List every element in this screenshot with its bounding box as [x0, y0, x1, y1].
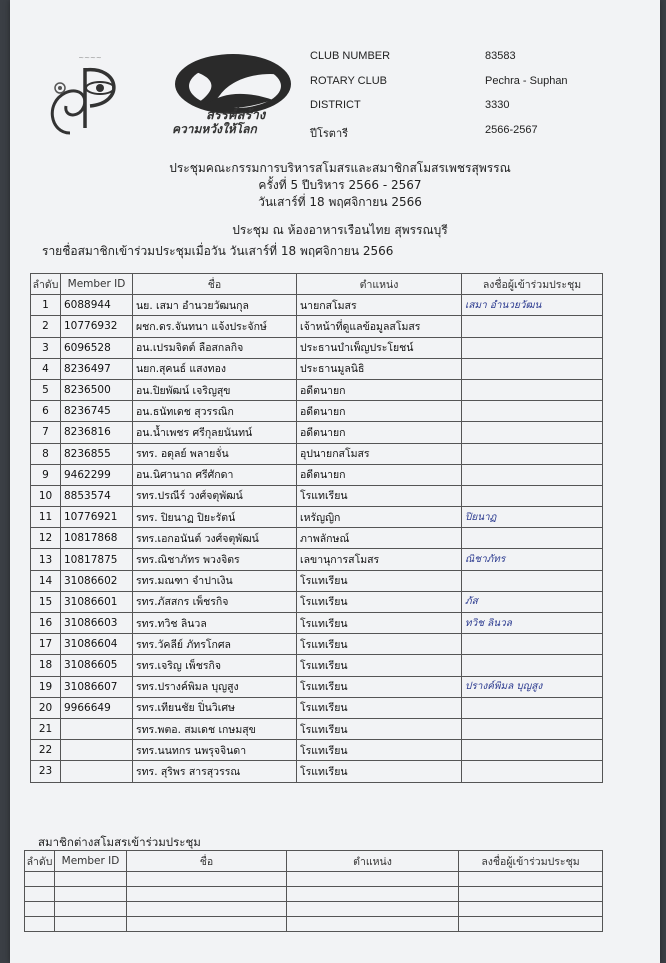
row-name: รทร.ทวิช ลินวล: [133, 613, 297, 634]
row-name: รทร. อดุลย์ พลายจั่น: [133, 443, 297, 464]
table-row: [31, 655, 603, 676]
row-signature: ภัส: [462, 591, 603, 612]
row-member-id: 31086603: [61, 613, 133, 634]
row-name: รทร.ปรณีร์ วงศ์จตุพัฒน์: [133, 485, 297, 506]
club-emblem-icon: [40, 48, 140, 140]
table-row: [31, 295, 603, 316]
row-member-id: 31086602: [61, 570, 133, 591]
guest-header-name: ชื่อ: [127, 851, 287, 872]
row-signature: [462, 528, 603, 549]
header-member-id: Member ID: [61, 274, 133, 295]
table-row: [31, 718, 603, 739]
row-no: 20: [31, 697, 61, 718]
row-no: 1: [31, 295, 61, 316]
club-info: [310, 50, 630, 148]
table-row: [31, 401, 603, 422]
guest-cell: [287, 887, 459, 902]
table-row: [31, 740, 603, 761]
row-member-id: 9462299: [61, 464, 133, 485]
row-name: อน.เปรมจิตต์ ลือสกลกิจ: [133, 337, 297, 358]
attendee-table: [30, 273, 603, 783]
row-no: 18: [31, 655, 61, 676]
row-name: นย. เสมา อำนวยวัฒนกุล: [133, 295, 297, 316]
row-member-id: 31086601: [61, 591, 133, 612]
table-row: [31, 570, 603, 591]
row-name: อน.นิศานาถ ศรีศักดา: [133, 464, 297, 485]
row-position: ประธานมูลนิธิ: [297, 358, 462, 379]
table-row: [31, 316, 603, 337]
guest-cell: [287, 917, 459, 932]
guest-cell: [459, 902, 603, 917]
row-position: อุปนายกสโมสร: [297, 443, 462, 464]
meeting-number: ครั้งที่ 5 ปีบริหาร 2566 - 2567: [258, 178, 422, 192]
row-name: รทร.ปรางค์พิมล บุญสูง: [133, 676, 297, 697]
row-signature: [462, 697, 603, 718]
club-info-value: Pechra - Suphan: [485, 74, 568, 87]
guest-cell: [459, 872, 603, 887]
row-no: 19: [31, 676, 61, 697]
row-member-id: 10776932: [61, 316, 133, 337]
table-row: [31, 613, 603, 634]
table-row: [31, 591, 603, 612]
row-signature: [462, 718, 603, 739]
row-name: อน.น้ำเพชร ศรีกุลยนันทน์: [133, 422, 297, 443]
table-row: [31, 676, 603, 697]
guest-cell: [25, 917, 55, 932]
row-no: 5: [31, 379, 61, 400]
row-name: อน.ปิยพัฒน์ เจริญสุข: [133, 379, 297, 400]
guest-row: [25, 872, 603, 887]
table-row: [31, 507, 603, 528]
row-name: รทร.เทียนชัย ปิ่นวิเศษ: [133, 697, 297, 718]
slogan-line-2: ความหวังให้โลก: [172, 122, 257, 136]
row-signature: [462, 422, 603, 443]
table-row: [31, 528, 603, 549]
row-signature: ณิชาภัทร: [462, 549, 603, 570]
guest-row: [25, 902, 603, 917]
table-header-row: [31, 274, 603, 295]
row-position: โรแทเรียน: [297, 634, 462, 655]
club-info-row: [310, 50, 630, 75]
row-position: โรแทเรียน: [297, 697, 462, 718]
row-position: โรแทเรียน: [297, 676, 462, 697]
row-no: 6: [31, 401, 61, 422]
guest-table: [24, 850, 603, 932]
row-position: อดีตนายก: [297, 401, 462, 422]
row-signature: [462, 634, 603, 655]
row-member-id: 9966649: [61, 697, 133, 718]
row-member-id: 10776921: [61, 507, 133, 528]
row-signature: [462, 464, 603, 485]
row-position: โรแทเรียน: [297, 718, 462, 739]
row-position: เลขานุการสโมสร: [297, 549, 462, 570]
row-no: 2: [31, 316, 61, 337]
row-member-id: 31086605: [61, 655, 133, 676]
table-row: [31, 422, 603, 443]
attendee-list-title: รายชื่อสมาชิกเข้าร่วมประชุมเมื่อวัน วันเสาร์ที่ 18 พฤศจิกายน 2566: [42, 244, 394, 258]
guest-header-position: ตำแหน่ง: [287, 851, 459, 872]
club-info-label: CLUB NUMBER: [310, 50, 391, 62]
meeting-date: วันเสาร์ที่ 18 พฤศจิกายน 2566: [258, 195, 422, 209]
guest-cell: [25, 902, 55, 917]
row-name: ผชก.ดร.จันทนา แจ้งประจักษ์: [133, 316, 297, 337]
row-member-id: 8236745: [61, 401, 133, 422]
row-no: 16: [31, 613, 61, 634]
row-no: 13: [31, 549, 61, 570]
row-signature: [462, 358, 603, 379]
table-row: [31, 337, 603, 358]
header-position: ตำแหน่ง: [297, 274, 462, 295]
header-no: ลำดับ: [31, 274, 61, 295]
guest-cell: [287, 872, 459, 887]
row-no: 8: [31, 443, 61, 464]
guest-header-row: [25, 851, 603, 872]
row-member-id: [61, 740, 133, 761]
row-member-id: [61, 761, 133, 782]
row-name: รทร.ณิชาภัทร พวงจิตร: [133, 549, 297, 570]
row-name: อน.ธนัทเดช สุวรรณิก: [133, 401, 297, 422]
row-signature: ปิยนาฏ: [462, 507, 603, 528]
row-signature: [462, 570, 603, 591]
row-position: อดีตนายก: [297, 464, 462, 485]
row-position: โรแทเรียน: [297, 740, 462, 761]
guest-cell: [127, 872, 287, 887]
header-name: ชื่อ: [133, 274, 297, 295]
guest-cell: [127, 902, 287, 917]
club-info-label: ROTARY CLUB: [310, 74, 388, 87]
club-info-label: DISTRICT: [310, 99, 361, 111]
row-no: 4: [31, 358, 61, 379]
row-signature: [462, 761, 603, 782]
row-no: 12: [31, 528, 61, 549]
row-signature: [462, 485, 603, 506]
meeting-title: ประชุมคณะกรรมการบริหารสโมสรและสมาชิกสโมสรเพชรสุพรรณ: [169, 161, 511, 175]
meeting-venue: ประชุม ณ ห้องอาหารเรือนไทย สุพรรณบุรี: [232, 223, 448, 237]
row-member-id: 8236816: [61, 422, 133, 443]
table-row: [31, 485, 603, 506]
row-name: นยก.สุคนธ์ แสงทอง: [133, 358, 297, 379]
row-member-id: 8236497: [61, 358, 133, 379]
row-member-id: 31086607: [61, 676, 133, 697]
table-row: [31, 358, 603, 379]
row-position: โรแทเรียน: [297, 485, 462, 506]
svg-text:~~~~: ~~~~: [78, 54, 102, 62]
row-name: รทร.เจริญ เพ็ชรกิจ: [133, 655, 297, 676]
slogan-line-1: สรรค์สร้าง: [206, 108, 266, 123]
guest-cell: [459, 887, 603, 902]
guest-header-member-id: Member ID: [55, 851, 127, 872]
row-signature: [462, 401, 603, 422]
row-signature: [462, 337, 603, 358]
row-position: นายกสโมสร: [297, 295, 462, 316]
row-position: ประธานบำเพ็ญประโยชน์: [297, 337, 462, 358]
document-page: [10, 0, 660, 963]
guest-cell: [25, 872, 55, 887]
guest-cell: [127, 887, 287, 902]
row-position: โรแทเรียน: [297, 570, 462, 591]
table-row: [31, 634, 603, 655]
row-name: รทร.พตอ. สมเดช เกษมสุข: [133, 718, 297, 739]
row-position: โรแทเรียน: [297, 613, 462, 634]
club-info-value: 3330: [485, 99, 510, 111]
row-member-id: 10817875: [61, 549, 133, 570]
table-row: [31, 761, 603, 782]
club-info-value: 2566-2567: [485, 123, 538, 136]
row-no: 22: [31, 740, 61, 761]
row-position: โรแทเรียน: [297, 761, 462, 782]
club-info-value: 83583: [485, 50, 516, 62]
guest-cell: [25, 887, 55, 902]
row-member-id: 8853574: [61, 485, 133, 506]
row-no: 10: [31, 485, 61, 506]
row-no: 17: [31, 634, 61, 655]
row-position: เจ้าหน้าที่ดูแลข้อมูลสโมสร: [297, 316, 462, 337]
guest-row: [25, 917, 603, 932]
row-no: 3: [31, 337, 61, 358]
row-no: 21: [31, 718, 61, 739]
guest-cell: [127, 917, 287, 932]
row-name: รทร.เอกอนันต์ วงศ์จตุพัฒน์: [133, 528, 297, 549]
row-member-id: 31086604: [61, 634, 133, 655]
guest-header-no: ลำดับ: [25, 851, 55, 872]
row-signature: [462, 443, 603, 464]
guest-header-signature: ลงชื่อผู้เข้าร่วมประชุม: [459, 851, 603, 872]
row-member-id: 6088944: [61, 295, 133, 316]
row-signature: [462, 379, 603, 400]
row-no: 23: [31, 761, 61, 782]
guest-cell: [55, 917, 127, 932]
row-position: อดีตนายก: [297, 379, 462, 400]
row-no: 11: [31, 507, 61, 528]
club-info-row: [310, 75, 630, 100]
row-position: อดีตนายก: [297, 422, 462, 443]
row-signature: ปรางค์พิมล บุญสูง: [462, 676, 603, 697]
row-name: รทร.ภัสสกร เพ็ชรกิจ: [133, 591, 297, 612]
row-position: ภาพลักษณ์: [297, 528, 462, 549]
row-no: 7: [31, 422, 61, 443]
row-signature: ทวิช ลินวล: [462, 613, 603, 634]
row-member-id: 8236500: [61, 379, 133, 400]
row-position: เหรัญญิก: [297, 507, 462, 528]
table-row: [31, 549, 603, 570]
club-info-label: ปีโรตารี: [310, 127, 349, 140]
table-row: [31, 443, 603, 464]
table-row: [31, 464, 603, 485]
row-name: รทร. สุริพร สารสุวรรณ: [133, 761, 297, 782]
table-row: [31, 697, 603, 718]
club-info-row: [310, 99, 630, 124]
row-no: 9: [31, 464, 61, 485]
row-name: รทร.วัคลีย์ ภัทรโกศล: [133, 634, 297, 655]
row-member-id: 6096528: [61, 337, 133, 358]
row-signature: [462, 655, 603, 676]
row-name: รทร.มณฑา จำปาเงิน: [133, 570, 297, 591]
row-no: 15: [31, 591, 61, 612]
header-signature: ลงชื่อผู้เข้าร่วมประชุม: [462, 274, 603, 295]
row-signature: [462, 316, 603, 337]
guest-cell: [55, 872, 127, 887]
row-name: รทร.นนทกร นพรุจจินดา: [133, 740, 297, 761]
guest-list-title: สมาชิกต่างสโมสรเข้าร่วมประชุม: [38, 835, 201, 849]
row-no: 14: [31, 570, 61, 591]
row-member-id: [61, 718, 133, 739]
table-row: [31, 379, 603, 400]
guest-cell: [55, 887, 127, 902]
guest-row: [25, 887, 603, 902]
club-info-row: [310, 124, 630, 149]
row-position: โรแทเรียน: [297, 591, 462, 612]
row-position: โรแทเรียน: [297, 655, 462, 676]
row-member-id: 10817868: [61, 528, 133, 549]
row-signature: [462, 740, 603, 761]
row-name: รทร. ปิยนาฏ ปิยะรัตน์: [133, 507, 297, 528]
row-member-id: 8236855: [61, 443, 133, 464]
guest-cell: [55, 902, 127, 917]
guest-cell: [459, 917, 603, 932]
row-signature: เสมา อำนวยวัฒน: [462, 295, 603, 316]
guest-cell: [287, 902, 459, 917]
